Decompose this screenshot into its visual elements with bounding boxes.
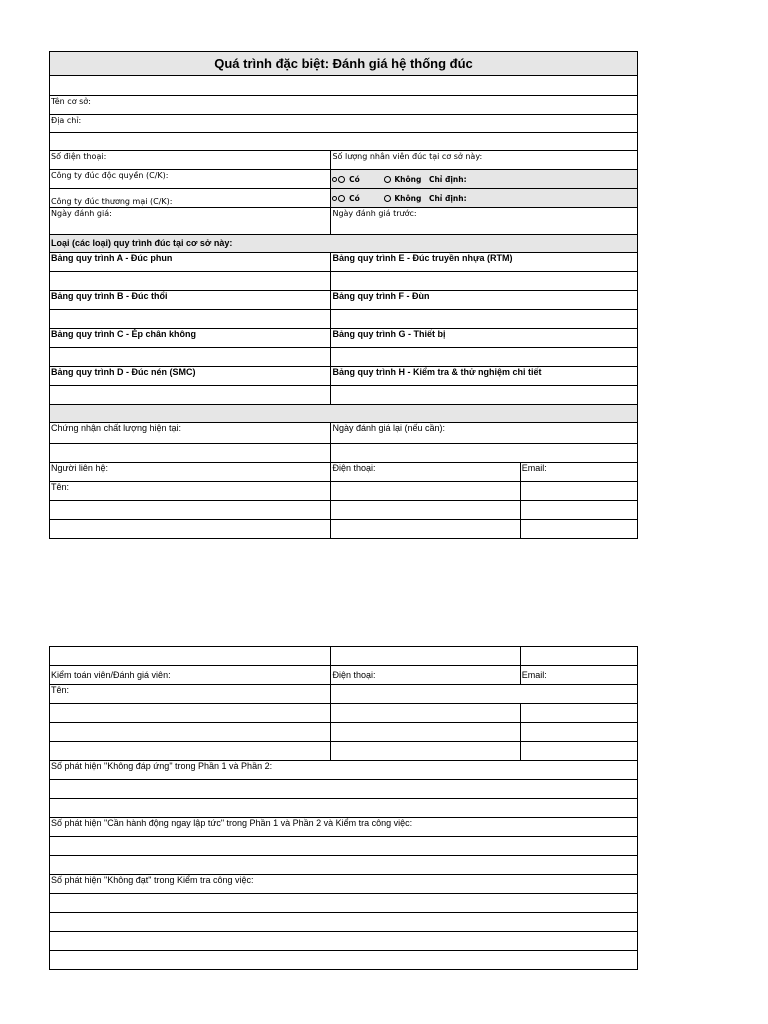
blank-row: [50, 932, 638, 951]
reassessment-date-field[interactable]: Ngày đánh giá lại (nếu cần):: [331, 423, 638, 444]
separator-row: [50, 405, 638, 423]
facility-name-field[interactable]: Tên cơ sở:: [50, 96, 638, 115]
process-b-entry[interactable]: [50, 310, 331, 329]
process-types-heading: Loại (các loại) quy trình đúc tại cơ sở này:: [50, 235, 638, 253]
address-field[interactable]: Địa chỉ:: [50, 115, 638, 133]
auditor-name-entry[interactable]: [50, 723, 331, 742]
immediate-action-count-entry[interactable]: [50, 837, 638, 856]
employee-count-field[interactable]: Số lượng nhân viên đúc tại cơ sở này:: [331, 151, 638, 170]
process-g[interactable]: Bảng quy trình G - Thiết bị: [331, 329, 638, 348]
contact-phone-label: Điện thoại:: [331, 463, 520, 482]
commercial-molder-field[interactable]: Công ty đúc thương mại (C/K):: [50, 189, 331, 208]
blank-cell: [331, 647, 520, 666]
fail-count-label: Số phát hiện "Không đạt" trong Kiểm tra công việc:: [50, 875, 638, 894]
radio-no-icon[interactable]: [384, 195, 391, 202]
blank-cell: [520, 647, 637, 666]
auditor-email-label: Email:: [520, 666, 637, 685]
contact-email-entry[interactable]: [520, 520, 637, 539]
captive-molder-field[interactable]: Công ty đúc độc quyền (C/K):: [50, 170, 331, 189]
nonconform-count-label: Số phát hiện "Không đáp ứng" trong Phần 1 và Phần 2:: [50, 761, 638, 780]
nonconform-count-entry[interactable]: [50, 780, 638, 799]
current-certification-field[interactable]: Chứng nhận chất lượng hiện tại:: [50, 423, 331, 444]
immediate-action-count-label: Số phát hiện "Cần hành động ngay lập tức" trong Phần 1 và Phần 2 và Kiểm tra công việc:: [50, 818, 638, 837]
auditor-phone-label: Điện thoại:: [331, 666, 520, 685]
process-e[interactable]: Bảng quy trình E - Đúc truyền nhựa (RTM): [331, 253, 638, 272]
auditor-table: [49, 646, 638, 970]
auditor-name-entry[interactable]: [50, 742, 331, 761]
radio-small-icon: [332, 196, 337, 201]
yes-label: Có: [349, 174, 360, 184]
contact-email-field[interactable]: [520, 482, 637, 501]
process-e-entry[interactable]: [331, 272, 638, 291]
blank-row: [50, 951, 638, 970]
contact-phone-entry[interactable]: [331, 501, 520, 520]
auditor-contact-field[interactable]: [331, 685, 638, 704]
auditor-email-entry[interactable]: [520, 723, 637, 742]
page-title: Quá trình đặc biệt: Đánh giá hệ thống đúc: [50, 52, 638, 76]
contact-phone-field[interactable]: [331, 482, 520, 501]
blank-row: [50, 133, 638, 151]
audit-date-field[interactable]: Ngày đánh giá:: [50, 208, 331, 235]
contact-person-label: Người liên hệ:: [50, 463, 331, 482]
process-h[interactable]: Bảng quy trình H - Kiểm tra & thử nghiệm chi tiết: [331, 367, 638, 386]
contact-email-label: Email:: [520, 463, 637, 482]
auditor-phone-entry[interactable]: [331, 742, 520, 761]
process-g-entry[interactable]: [331, 348, 638, 367]
auditor-email-entry[interactable]: [520, 704, 637, 723]
contact-name-entry[interactable]: [50, 520, 331, 539]
contact-email-entry[interactable]: [520, 501, 637, 520]
contact-phone-entry[interactable]: [331, 520, 520, 539]
process-f-entry[interactable]: [331, 310, 638, 329]
process-c[interactable]: Bảng quy trình C - Ép chân không: [50, 329, 331, 348]
process-a[interactable]: Bảng quy trình A - Đúc phun: [50, 253, 331, 272]
reassessment-entry[interactable]: [331, 444, 638, 463]
process-d[interactable]: Bảng quy trình D - Đúc nén (SMC): [50, 367, 331, 386]
prev-audit-date-field[interactable]: Ngày đánh giá trước:: [331, 208, 638, 235]
fail-count-entry[interactable]: [50, 894, 638, 913]
radio-yes-icon[interactable]: [338, 195, 345, 202]
blank-row: [50, 799, 638, 818]
process-a-entry[interactable]: [50, 272, 331, 291]
blank-row: [50, 856, 638, 875]
process-h-entry[interactable]: [331, 386, 638, 405]
process-d-entry[interactable]: [50, 386, 331, 405]
phone-field[interactable]: Số điện thoại:: [50, 151, 331, 170]
auditor-phone-entry[interactable]: [331, 723, 520, 742]
auditor-name-field[interactable]: Tên:: [50, 685, 331, 704]
designated-label: Chỉ định:: [428, 193, 467, 203]
designated-label: Chỉ định:: [428, 174, 467, 184]
auditor-name-entry[interactable]: [50, 704, 331, 723]
captive-radio-group[interactable]: [331, 170, 638, 189]
process-b[interactable]: Bảng quy trình B - Đúc thổi: [50, 291, 331, 310]
no-label: Không: [394, 193, 422, 203]
no-label: Không: [394, 174, 422, 184]
auditor-email-entry[interactable]: [520, 742, 637, 761]
blank-row: [50, 76, 638, 96]
facility-table: [49, 51, 638, 539]
blank-row: [50, 913, 638, 932]
certification-entry[interactable]: [50, 444, 331, 463]
process-c-entry[interactable]: [50, 348, 331, 367]
radio-small-icon: [332, 177, 337, 182]
radio-yes-icon[interactable]: [338, 176, 345, 183]
contact-name-entry[interactable]: [50, 501, 331, 520]
auditor-label: Kiểm toán viên/Đánh giá viên:: [50, 666, 331, 685]
blank-cell: [50, 647, 331, 666]
radio-no-icon[interactable]: [384, 176, 391, 183]
contact-name-field[interactable]: Tên:: [50, 482, 331, 501]
commercial-radio-group[interactable]: [331, 189, 638, 208]
yes-label: Có: [349, 193, 360, 203]
process-f[interactable]: Bảng quy trình F - Đùn: [331, 291, 638, 310]
auditor-phone-entry[interactable]: [331, 704, 520, 723]
